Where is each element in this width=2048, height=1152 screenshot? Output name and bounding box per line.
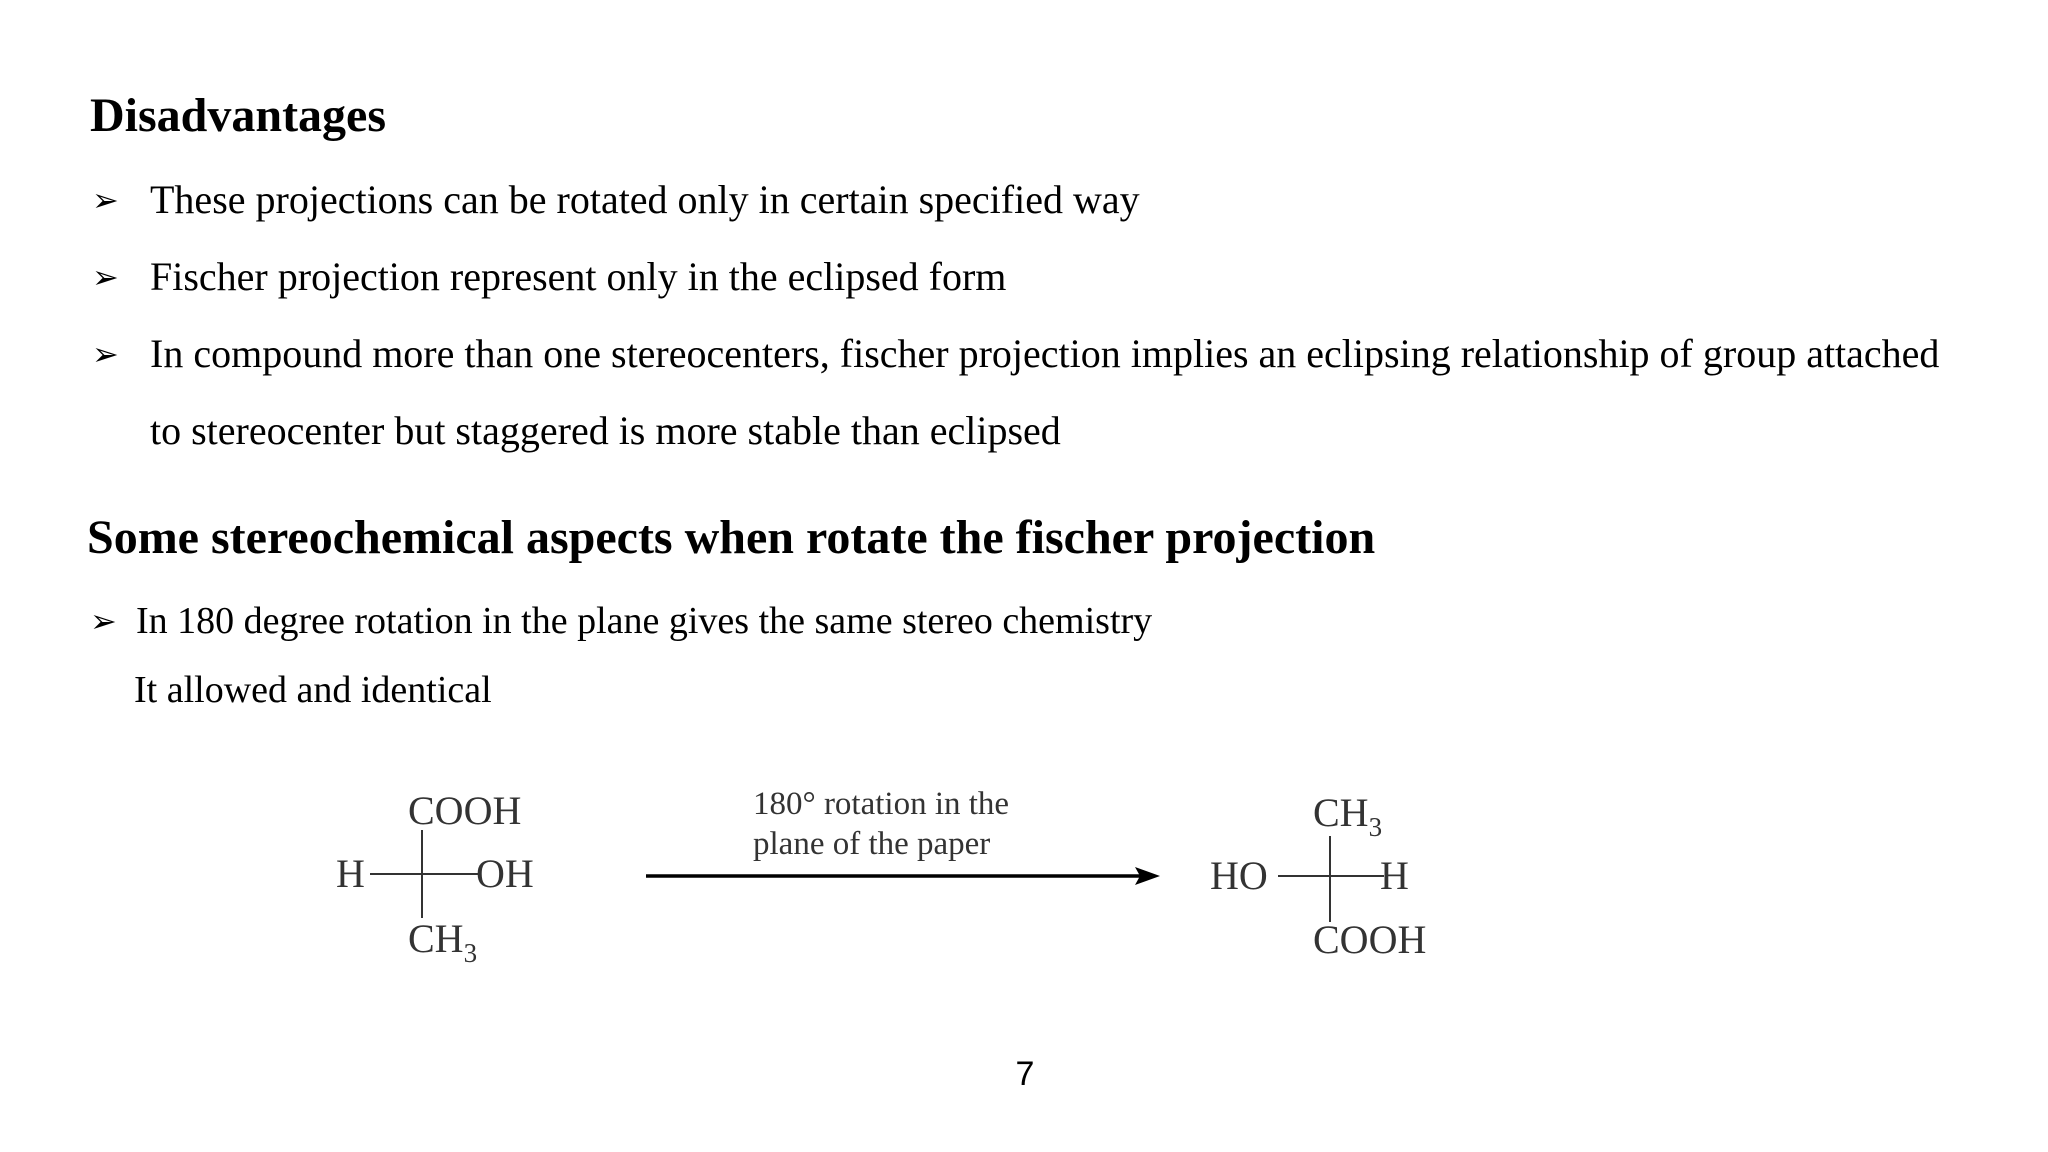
left-left-group: H [336, 851, 365, 896]
bullet-text: These projections can be rotated only in certain specified way [150, 177, 1140, 222]
arrowhead-bullet-icon: ➢ [92, 335, 119, 373]
arrow-label-line2: plane of the paper [753, 826, 991, 862]
rotation-arrow-group [646, 786, 1160, 885]
arrowhead-bullet-icon: ➢ [90, 602, 117, 640]
left-fischer-projection [336, 788, 534, 968]
bullet-continuation: to stereocenter but staggered is more stable than eclipsed [150, 408, 1061, 453]
bullet-text: In 180 degree rotation in the plane gives the same stereo chemistry [136, 600, 1153, 642]
heading-stereochemical-aspects: Some stereochemical aspects when rotate the fischer projection [87, 511, 1376, 564]
left-bottom-group: $CH_3$ [408, 916, 478, 968]
heading-disadvantages: Disadvantages [90, 89, 387, 142]
bullet-text: In compound more than one stereocenters, fischer projection implies an eclipsing relationship of group attached [150, 331, 1940, 376]
left-right-group: OH [476, 851, 534, 896]
right-fischer-projection [1210, 790, 1426, 962]
bullet-continuation: It allowed and identical [134, 669, 492, 711]
arrowhead-bullet-icon: ➢ [92, 258, 119, 296]
right-left-group: HO [1210, 853, 1268, 898]
right-bottom-group: COOH [1313, 917, 1427, 962]
right-top-group: $CH_3$ [1313, 790, 1383, 842]
arrow-label-line1: 180° rotation in the [753, 786, 1010, 822]
left-top-group: COOH [408, 788, 522, 833]
bullet-text: Fischer projection represent only in the eclipsed form [150, 254, 1007, 299]
right-right-group: H [1380, 853, 1409, 898]
page-number: 7 [1015, 1055, 1035, 1093]
arrowhead-bullet-icon: ➢ [92, 181, 119, 219]
